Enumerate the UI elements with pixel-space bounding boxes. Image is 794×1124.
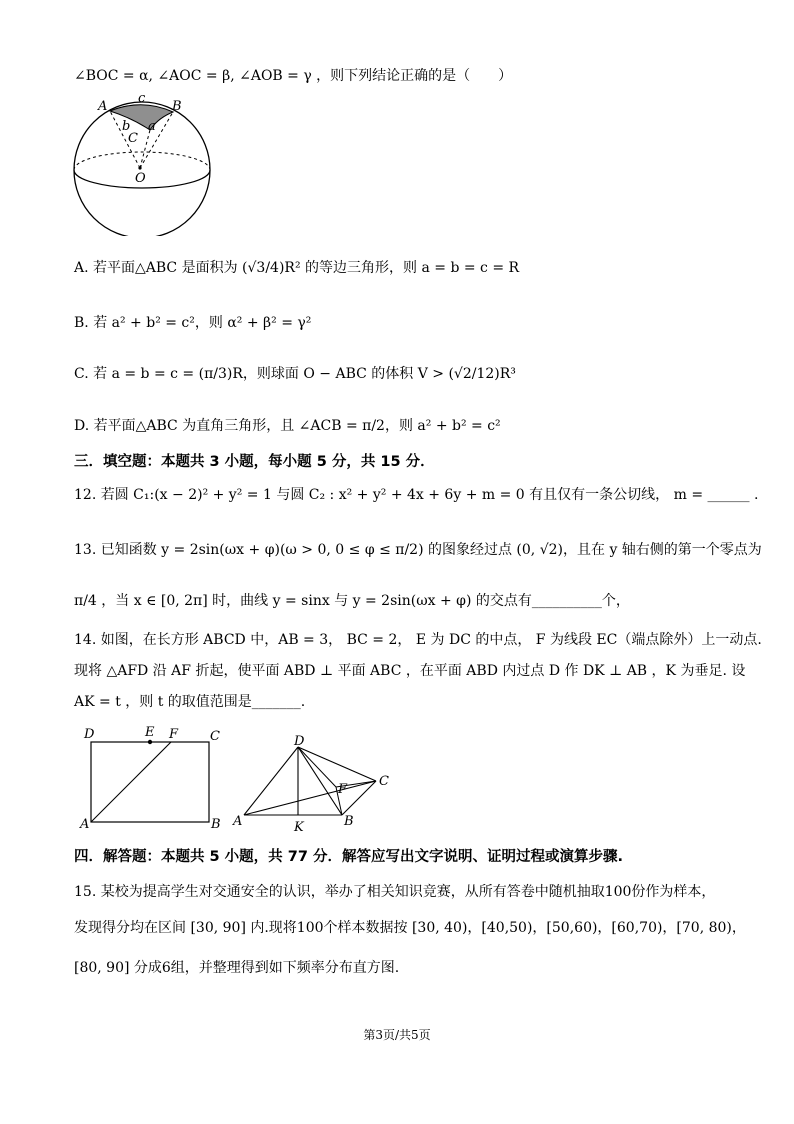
question-13-line-1: 13. 已知函数 y = 2sin(ωx + φ)(ω > 0, 0 ≤ φ ≤ π/2) 的图象经过点 (0, √2)，且在 y 轴右侧的第一个零点为	[74, 542, 762, 558]
question-13-line-2: π/4 ，当 x ∈ [0, 2π] 时，曲线 y = sinx 与 y = 2sin(ωx + φ) 的交点有__________个，	[74, 593, 630, 609]
label-D: D	[84, 727, 95, 742]
page-footer: 第3页/共5页	[363, 1028, 431, 1042]
label-A: A	[80, 817, 90, 832]
label-K: K	[294, 820, 304, 835]
label-A: A	[98, 99, 108, 114]
label-B: B	[211, 817, 221, 832]
label-O: O	[135, 171, 146, 186]
question-14-line-3: AK = t ，则 t 的取值范围是_______.	[74, 694, 306, 710]
label-c: c	[138, 91, 146, 106]
question-15-line-2: 发现得分均在区间 [30, 90] 内.现将100个样本数据按 [30, 40)，[40,50)，[50,60)，[60,70)，[70, 80)，	[74, 920, 746, 936]
rectangle-ABCD	[91, 742, 209, 822]
label-F: F	[169, 727, 179, 742]
label-F: F	[338, 782, 348, 797]
option-b: B. 若 a² + b² = c²，则 α² + β² = γ²	[74, 315, 312, 331]
folded-figure	[230, 735, 400, 840]
section-4-heading: 四．解答题：本题共 5 小题，共 77 分．解答应写出文字说明、证明过程或演算步骤.	[74, 849, 623, 865]
option-a: A. 若平面△ABC 是面积为 (√3/4)R² 的等边三角形，则 a = b = c = R	[74, 260, 520, 276]
label-C: C	[128, 131, 138, 146]
label-B: B	[344, 814, 354, 829]
center-point-O	[138, 166, 141, 169]
label-C: C	[210, 729, 220, 744]
label-A: A	[233, 814, 243, 829]
rectangle-figure	[78, 722, 228, 832]
option-d: D. 若平面△ABC 为直角三角形，且 ∠ACB = π/2，则 a² + b² = c²	[74, 418, 501, 434]
section-3-heading: 三．填空题：本题共 3 小题，每小题 5 分，共 15 分．	[74, 454, 435, 470]
spherical-triangle-shade	[110, 105, 173, 130]
question-14-line-2: 现将 △AFD 沿 AF 折起，使平面 ABD ⊥ 平面 ABC ，在平面 ABD 内过点 D 作 DK ⊥ AB ，K 为垂足. 设	[74, 663, 746, 679]
sphere-figure	[60, 88, 230, 236]
label-D: D	[294, 735, 305, 749]
question-15-line-3: [80, 90] 分成6组，并整理得到如下频率分布直方图.	[74, 960, 400, 976]
point-E	[148, 740, 152, 744]
segment-AF	[91, 742, 171, 822]
label-E: E	[145, 725, 155, 740]
question-14-line-1: 14. 如图，在长方形 ABCD 中，AB = 3， BC = 2， E 为 DC 的中点， F 为线段 EC（端点除外）上一动点.	[74, 632, 762, 648]
radius-OC	[140, 130, 150, 168]
label-a: a	[148, 119, 156, 134]
question-15-line-1: 15. 某校为提高学生对交通安全的认识，举办了相关知识竞赛，从所有答卷中随机抽取100份作为样本，	[74, 884, 716, 900]
label-B: B	[172, 99, 182, 114]
label-b: b	[122, 119, 131, 134]
question-12: 12. 若圆 C₁:(x − 2)² + y² = 1 与圆 C₂ : x² + y² + 4x + 6y + m = 0 有且仅有一条公切线， m = ______ .	[74, 487, 759, 503]
label-C: C	[379, 774, 389, 789]
option-c: C. 若 a = b = c = (π/3)R，则球面 O − ABC 的体积 V > (√2/12)R³	[74, 366, 516, 382]
question-intro-line: ∠BOC = α, ∠AOC = β, ∠AOB = γ ，则下列结论正确的是（ ）	[74, 68, 513, 84]
